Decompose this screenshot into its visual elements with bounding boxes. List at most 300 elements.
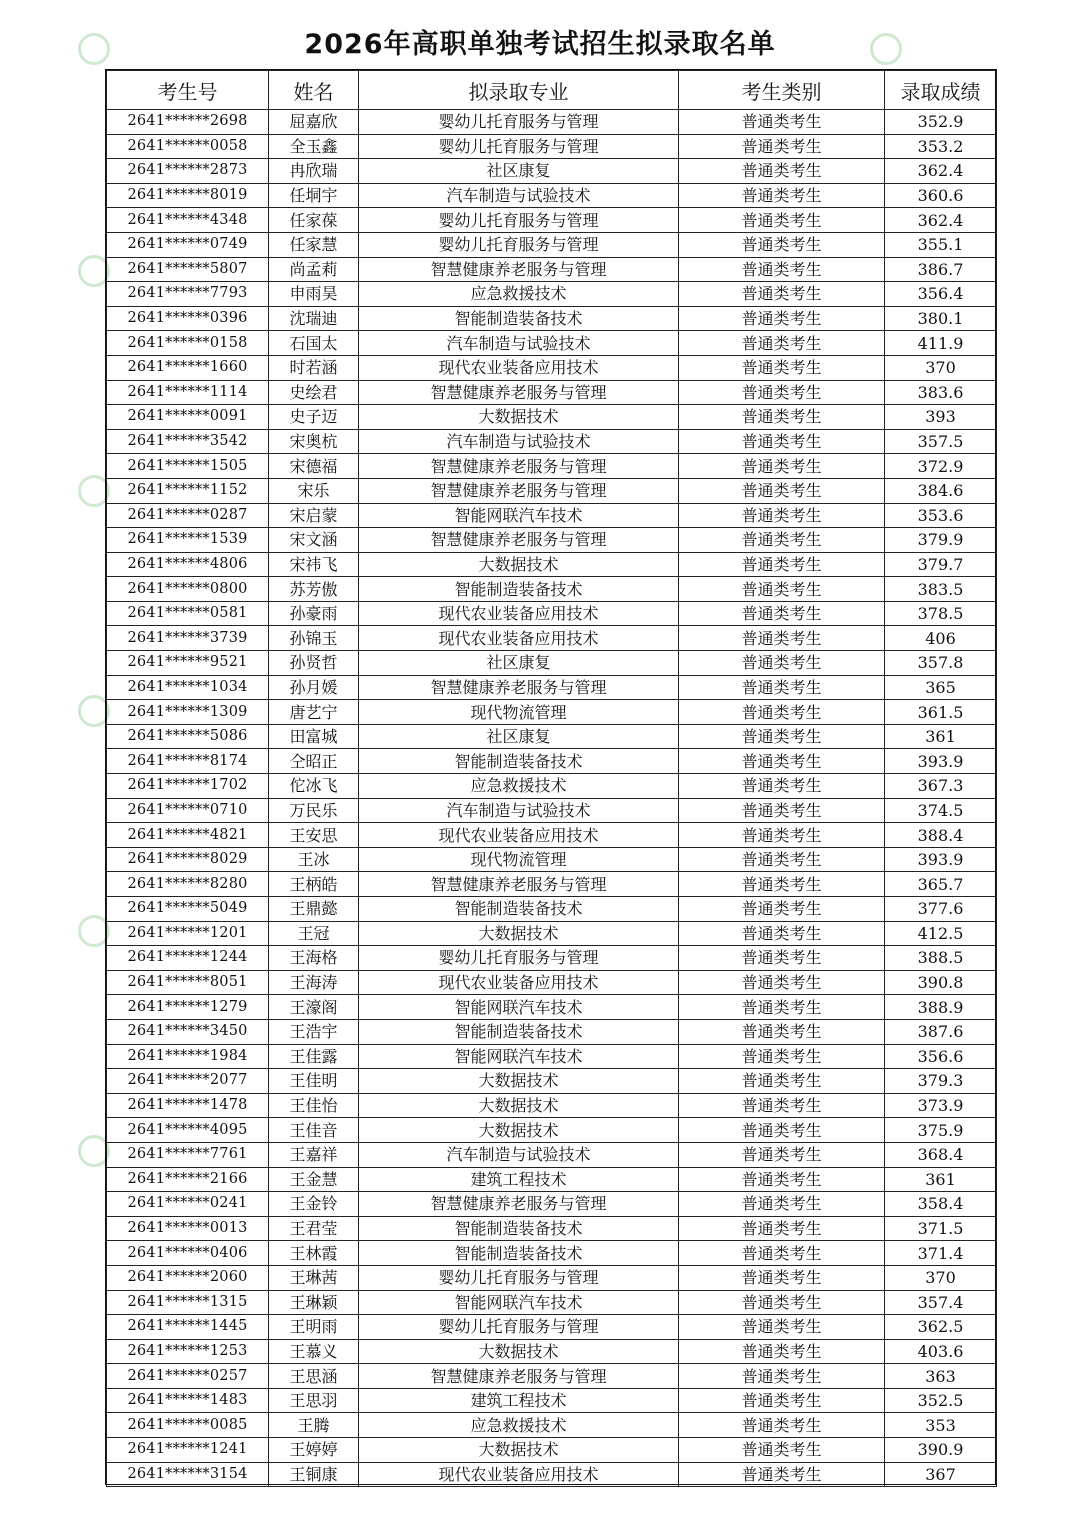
cell-major: 智能制造装备技术 (359, 749, 679, 774)
cell-category: 普通类考生 (679, 1044, 885, 1069)
cell-name: 石国太 (269, 331, 359, 356)
cell-major: 智能制造装备技术 (359, 1241, 679, 1266)
table-row (107, 1339, 997, 1364)
cell-category: 普通类考生 (679, 1290, 885, 1315)
cell-exam-id: 2641******8280 (107, 872, 269, 897)
cell-exam-id: 2641******2166 (107, 1167, 269, 1192)
cell-exam-id: 2641******7793 (107, 282, 269, 307)
cell-score: 370 (885, 1265, 997, 1290)
header-score: 录取成绩 (885, 70, 997, 110)
cell-score: 372.9 (885, 454, 997, 479)
table-row (107, 429, 997, 454)
cell-exam-id: 2641******1702 (107, 774, 269, 799)
cell-name: 冉欣瑞 (269, 159, 359, 184)
cell-major: 智能制造装备技术 (359, 897, 679, 922)
header-name: 姓名 (269, 70, 359, 110)
cell-score: 355.1 (885, 232, 997, 257)
cell-score: 387.6 (885, 1019, 997, 1044)
cell-exam-id: 2641******1034 (107, 675, 269, 700)
cell-major: 大数据技术 (359, 1069, 679, 1094)
cell-exam-id: 2641******1483 (107, 1388, 269, 1413)
cell-category: 普通类考生 (679, 380, 885, 405)
cell-category: 普通类考生 (679, 1216, 885, 1241)
cell-name: 王林霞 (269, 1241, 359, 1266)
cell-name: 王思涵 (269, 1364, 359, 1389)
cell-name: 王明雨 (269, 1315, 359, 1340)
cell-major: 社区康复 (359, 159, 679, 184)
cell-exam-id: 2641******2873 (107, 159, 269, 184)
cell-category: 普通类考生 (679, 405, 885, 430)
table-row (107, 970, 997, 995)
cell-exam-id: 2641******1505 (107, 454, 269, 479)
cell-category: 普通类考生 (679, 208, 885, 233)
cell-exam-id: 2641******5049 (107, 897, 269, 922)
cell-exam-id: 2641******0257 (107, 1364, 269, 1389)
cell-major: 智能网联汽车技术 (359, 995, 679, 1020)
cell-name: 唐艺宁 (269, 700, 359, 725)
cell-name: 王佳怡 (269, 1093, 359, 1118)
cell-score: 412.5 (885, 921, 997, 946)
cell-score: 363 (885, 1364, 997, 1389)
table-row (107, 1069, 997, 1094)
cell-category: 普通类考生 (679, 774, 885, 799)
table-row (107, 405, 997, 430)
cell-exam-id: 2641******0749 (107, 232, 269, 257)
cell-major: 智能制造装备技术 (359, 1216, 679, 1241)
cell-score: 383.6 (885, 380, 997, 405)
table-row (107, 503, 997, 528)
cell-score: 377.6 (885, 897, 997, 922)
cell-major: 汽车制造与试验技术 (359, 331, 679, 356)
cell-major: 汽车制造与试验技术 (359, 798, 679, 823)
cell-category: 普通类考生 (679, 1142, 885, 1167)
cell-category: 普通类考生 (679, 946, 885, 971)
table-row (107, 823, 997, 848)
cell-major: 汽车制造与试验技术 (359, 183, 679, 208)
cell-score: 352.9 (885, 110, 997, 135)
cell-major: 大数据技术 (359, 921, 679, 946)
cell-major: 婴幼儿托育服务与管理 (359, 1315, 679, 1340)
cell-name: 王金铃 (269, 1192, 359, 1217)
cell-score: 388.5 (885, 946, 997, 971)
table-row (107, 798, 997, 823)
cell-name: 宋乐 (269, 478, 359, 503)
cell-major: 应急救援技术 (359, 1413, 679, 1438)
cell-score: 352.5 (885, 1388, 997, 1413)
cell-major: 汽车制造与试验技术 (359, 1142, 679, 1167)
cell-name: 尚孟莉 (269, 257, 359, 282)
cell-category: 普通类考生 (679, 798, 885, 823)
cell-name: 孙豪雨 (269, 601, 359, 626)
cell-score: 361 (885, 724, 997, 749)
cell-score: 358.4 (885, 1192, 997, 1217)
table-row (107, 774, 997, 799)
cell-score: 370 (885, 355, 997, 380)
table-row (107, 1241, 997, 1266)
cell-category: 普通类考生 (679, 675, 885, 700)
table-row (107, 1216, 997, 1241)
cell-category: 普通类考生 (679, 1069, 885, 1094)
cell-exam-id: 2641******0287 (107, 503, 269, 528)
cell-exam-id: 2641******0013 (107, 1216, 269, 1241)
cell-category: 普通类考生 (679, 159, 885, 184)
cell-score: 393 (885, 405, 997, 430)
cell-exam-id: 2641******0091 (107, 405, 269, 430)
table-row (107, 995, 997, 1020)
table-row (107, 700, 997, 725)
table-row (107, 749, 997, 774)
cell-name: 王嘉祥 (269, 1142, 359, 1167)
cell-category: 普通类考生 (679, 1167, 885, 1192)
cell-name: 屈嘉欣 (269, 110, 359, 135)
cell-exam-id: 2641******1984 (107, 1044, 269, 1069)
cell-name: 王鼎懿 (269, 897, 359, 922)
cell-name: 王安思 (269, 823, 359, 848)
cell-score: 368.4 (885, 1142, 997, 1167)
cell-name: 宋文涵 (269, 528, 359, 553)
cell-category: 普通类考生 (679, 306, 885, 331)
cell-category: 普通类考生 (679, 1019, 885, 1044)
cell-exam-id: 2641******3450 (107, 1019, 269, 1044)
cell-name: 孙贤哲 (269, 651, 359, 676)
cell-exam-id: 2641******0710 (107, 798, 269, 823)
cell-major: 智慧健康养老服务与管理 (359, 380, 679, 405)
cell-name: 王海格 (269, 946, 359, 971)
cell-name: 申雨昊 (269, 282, 359, 307)
header-exam-id: 考生号 (107, 70, 269, 110)
cell-exam-id: 2641******1152 (107, 478, 269, 503)
table-row (107, 1192, 997, 1217)
cell-category: 普通类考生 (679, 1192, 885, 1217)
cell-exam-id: 2641******8029 (107, 847, 269, 872)
cell-exam-id: 2641******1279 (107, 995, 269, 1020)
cell-category: 普通类考生 (679, 503, 885, 528)
cell-major: 智能网联汽车技术 (359, 1044, 679, 1069)
cell-major: 大数据技术 (359, 1339, 679, 1364)
cell-major: 现代农业装备应用技术 (359, 970, 679, 995)
cell-name: 孙锦玉 (269, 626, 359, 651)
cell-score: 356.4 (885, 282, 997, 307)
table-row (107, 872, 997, 897)
table-row (107, 1290, 997, 1315)
cell-category: 普通类考生 (679, 1315, 885, 1340)
table-row (107, 306, 997, 331)
cell-exam-id: 2641******0581 (107, 601, 269, 626)
cell-major: 现代物流管理 (359, 700, 679, 725)
cell-name: 王佳音 (269, 1118, 359, 1143)
table-row (107, 528, 997, 553)
cell-exam-id: 2641******2077 (107, 1069, 269, 1094)
cell-major: 婴幼儿托育服务与管理 (359, 1265, 679, 1290)
cell-name: 王冰 (269, 847, 359, 872)
cell-name: 王思羽 (269, 1388, 359, 1413)
cell-category: 普通类考生 (679, 651, 885, 676)
cell-exam-id: 2641******8019 (107, 183, 269, 208)
cell-name: 任家葆 (269, 208, 359, 233)
cell-name: 沈瑞迪 (269, 306, 359, 331)
cell-score: 379.7 (885, 552, 997, 577)
cell-category: 普通类考生 (679, 134, 885, 159)
cell-category: 普通类考生 (679, 724, 885, 749)
cell-score: 386.7 (885, 257, 997, 282)
cell-exam-id: 2641******2698 (107, 110, 269, 135)
table-row (107, 651, 997, 676)
cell-score: 384.6 (885, 478, 997, 503)
cell-score: 353 (885, 1413, 997, 1438)
table-row (107, 257, 997, 282)
cell-major: 婴幼儿托育服务与管理 (359, 110, 679, 135)
table-row (107, 478, 997, 503)
cell-category: 普通类考生 (679, 232, 885, 257)
cell-exam-id: 2641******1315 (107, 1290, 269, 1315)
cell-category: 普通类考生 (679, 601, 885, 626)
cell-exam-id: 2641******1309 (107, 700, 269, 725)
cell-score: 378.5 (885, 601, 997, 626)
cell-exam-id: 2641******0241 (107, 1192, 269, 1217)
cell-score: 411.9 (885, 331, 997, 356)
cell-name: 任垌宇 (269, 183, 359, 208)
cell-score: 373.9 (885, 1093, 997, 1118)
cell-category: 普通类考生 (679, 872, 885, 897)
table-body (107, 110, 997, 1487)
table-row (107, 183, 997, 208)
table-row (107, 159, 997, 184)
cell-exam-id: 2641******4348 (107, 208, 269, 233)
cell-category: 普通类考生 (679, 183, 885, 208)
cell-name: 王铜康 (269, 1462, 359, 1487)
table-row (107, 1388, 997, 1413)
cell-exam-id: 2641******1241 (107, 1438, 269, 1463)
cell-score: 388.4 (885, 823, 997, 848)
cell-name: 王海涛 (269, 970, 359, 995)
cell-category: 普通类考生 (679, 626, 885, 651)
cell-score: 406 (885, 626, 997, 651)
cell-score: 361 (885, 1167, 997, 1192)
cell-category: 普通类考生 (679, 1413, 885, 1438)
cell-name: 王琳茜 (269, 1265, 359, 1290)
cell-major: 智慧健康养老服务与管理 (359, 1364, 679, 1389)
cell-category: 普通类考生 (679, 1438, 885, 1463)
cell-major: 智慧健康养老服务与管理 (359, 454, 679, 479)
table-row (107, 1438, 997, 1463)
cell-major: 智慧健康养老服务与管理 (359, 528, 679, 553)
table-row (107, 355, 997, 380)
cell-category: 普通类考生 (679, 995, 885, 1020)
table-row (107, 921, 997, 946)
table-row (107, 897, 997, 922)
cell-exam-id: 2641******0800 (107, 577, 269, 602)
cell-category: 普通类考生 (679, 1339, 885, 1364)
cell-name: 孙月媛 (269, 675, 359, 700)
table-row (107, 232, 997, 257)
cell-category: 普通类考生 (679, 921, 885, 946)
table-row (107, 208, 997, 233)
cell-exam-id: 2641******3739 (107, 626, 269, 651)
table-row (107, 1364, 997, 1389)
table-row (107, 1044, 997, 1069)
cell-major: 现代农业装备应用技术 (359, 626, 679, 651)
cell-category: 普通类考生 (679, 1364, 885, 1389)
table-row (107, 675, 997, 700)
cell-name: 佗冰飞 (269, 774, 359, 799)
cell-score: 362.4 (885, 208, 997, 233)
cell-name: 王腾 (269, 1413, 359, 1438)
cell-category: 普通类考生 (679, 1265, 885, 1290)
cell-name: 王琳颖 (269, 1290, 359, 1315)
cell-name: 全玉鑫 (269, 134, 359, 159)
cell-name: 王濠阁 (269, 995, 359, 1020)
cell-major: 智慧健康养老服务与管理 (359, 675, 679, 700)
cell-name: 王佳明 (269, 1069, 359, 1094)
cell-major: 汽车制造与试验技术 (359, 429, 679, 454)
cell-score: 367.3 (885, 774, 997, 799)
cell-major: 婴幼儿托育服务与管理 (359, 946, 679, 971)
cell-name: 王君莹 (269, 1216, 359, 1241)
cell-major: 建筑工程技术 (359, 1167, 679, 1192)
cell-major: 智能网联汽车技术 (359, 1290, 679, 1315)
cell-score: 393.9 (885, 749, 997, 774)
cell-major: 现代农业装备应用技术 (359, 1462, 679, 1487)
cell-name: 宋德福 (269, 454, 359, 479)
cell-major: 婴幼儿托育服务与管理 (359, 232, 679, 257)
table-row (107, 380, 997, 405)
cell-score: 379.3 (885, 1069, 997, 1094)
cell-score: 362.4 (885, 159, 997, 184)
cell-category: 普通类考生 (679, 110, 885, 135)
cell-major: 现代农业装备应用技术 (359, 601, 679, 626)
cell-name: 田富城 (269, 724, 359, 749)
cell-exam-id: 2641******8174 (107, 749, 269, 774)
cell-major: 智慧健康养老服务与管理 (359, 1192, 679, 1217)
cell-major: 现代农业装备应用技术 (359, 823, 679, 848)
cell-major: 智慧健康养老服务与管理 (359, 872, 679, 897)
cell-exam-id: 2641******5807 (107, 257, 269, 282)
cell-score: 380.1 (885, 306, 997, 331)
cell-major: 智能制造装备技术 (359, 306, 679, 331)
table-row (107, 1167, 997, 1192)
cell-score: 371.4 (885, 1241, 997, 1266)
cell-category: 普通类考生 (679, 749, 885, 774)
table-row (107, 626, 997, 651)
cell-category: 普通类考生 (679, 823, 885, 848)
table-row (107, 134, 997, 159)
table-row (107, 1142, 997, 1167)
table-row (107, 331, 997, 356)
admission-table (106, 69, 997, 1487)
cell-major: 现代物流管理 (359, 847, 679, 872)
cell-score: 357.8 (885, 651, 997, 676)
table-row (107, 1315, 997, 1340)
cell-major: 大数据技术 (359, 1438, 679, 1463)
cell-exam-id: 2641******0396 (107, 306, 269, 331)
cell-name: 王冠 (269, 921, 359, 946)
cell-exam-id: 2641******3542 (107, 429, 269, 454)
cell-name: 时若涵 (269, 355, 359, 380)
cell-major: 智慧健康养老服务与管理 (359, 478, 679, 503)
cell-exam-id: 2641******1201 (107, 921, 269, 946)
cell-score: 361.5 (885, 700, 997, 725)
cell-major: 社区康复 (359, 724, 679, 749)
cell-name: 王金慧 (269, 1167, 359, 1192)
table-row (107, 601, 997, 626)
cell-category: 普通类考生 (679, 257, 885, 282)
table-header-row (107, 70, 997, 110)
cell-exam-id: 2641******1478 (107, 1093, 269, 1118)
cell-exam-id: 2641******1539 (107, 528, 269, 553)
cell-category: 普通类考生 (679, 429, 885, 454)
cell-category: 普通类考生 (679, 1241, 885, 1266)
table-row (107, 110, 997, 135)
cell-name: 王浩宇 (269, 1019, 359, 1044)
cell-score: 374.5 (885, 798, 997, 823)
cell-score: 388.9 (885, 995, 997, 1020)
cell-category: 普通类考生 (679, 282, 885, 307)
cell-exam-id: 2641******0158 (107, 331, 269, 356)
cell-major: 大数据技术 (359, 552, 679, 577)
cell-name: 史绘君 (269, 380, 359, 405)
cell-score: 365 (885, 675, 997, 700)
cell-category: 普通类考生 (679, 478, 885, 503)
cell-category: 普通类考生 (679, 528, 885, 553)
cell-major: 大数据技术 (359, 405, 679, 430)
cell-category: 普通类考生 (679, 847, 885, 872)
cell-name: 宋启蒙 (269, 503, 359, 528)
cell-major: 大数据技术 (359, 1093, 679, 1118)
cell-exam-id: 2641******5086 (107, 724, 269, 749)
cell-name: 王婷婷 (269, 1438, 359, 1463)
header-category: 考生类别 (679, 70, 885, 110)
cell-category: 普通类考生 (679, 577, 885, 602)
cell-exam-id: 2641******7761 (107, 1142, 269, 1167)
cell-category: 普通类考生 (679, 1118, 885, 1143)
cell-name: 史子迈 (269, 405, 359, 430)
cell-name: 万民乐 (269, 798, 359, 823)
cell-exam-id: 2641******0406 (107, 1241, 269, 1266)
cell-exam-id: 2641******0058 (107, 134, 269, 159)
cell-major: 应急救援技术 (359, 282, 679, 307)
cell-major: 智能制造装备技术 (359, 577, 679, 602)
cell-score: 393.9 (885, 847, 997, 872)
cell-score: 353.2 (885, 134, 997, 159)
cell-name: 苏芳傲 (269, 577, 359, 602)
cell-exam-id: 2641******4806 (107, 552, 269, 577)
cell-exam-id: 2641******1660 (107, 355, 269, 380)
cell-category: 普通类考生 (679, 970, 885, 995)
cell-exam-id: 2641******0085 (107, 1413, 269, 1438)
table-row (107, 577, 997, 602)
cell-score: 360.6 (885, 183, 997, 208)
cell-exam-id: 2641******1253 (107, 1339, 269, 1364)
cell-score: 371.5 (885, 1216, 997, 1241)
table-row (107, 724, 997, 749)
table-row (107, 552, 997, 577)
table-row (107, 946, 997, 971)
cell-major: 大数据技术 (359, 1118, 679, 1143)
header-major: 拟录取专业 (359, 70, 679, 110)
cell-name: 王慕义 (269, 1339, 359, 1364)
table-row (107, 1462, 997, 1487)
cell-name: 仝昭正 (269, 749, 359, 774)
cell-name: 王佳露 (269, 1044, 359, 1069)
cell-exam-id: 2641******8051 (107, 970, 269, 995)
cell-category: 普通类考生 (679, 1093, 885, 1118)
cell-exam-id: 2641******1445 (107, 1315, 269, 1340)
cell-category: 普通类考生 (679, 355, 885, 380)
cell-category: 普通类考生 (679, 1462, 885, 1487)
cell-major: 婴幼儿托育服务与管理 (359, 208, 679, 233)
cell-name: 王柄皓 (269, 872, 359, 897)
cell-category: 普通类考生 (679, 552, 885, 577)
